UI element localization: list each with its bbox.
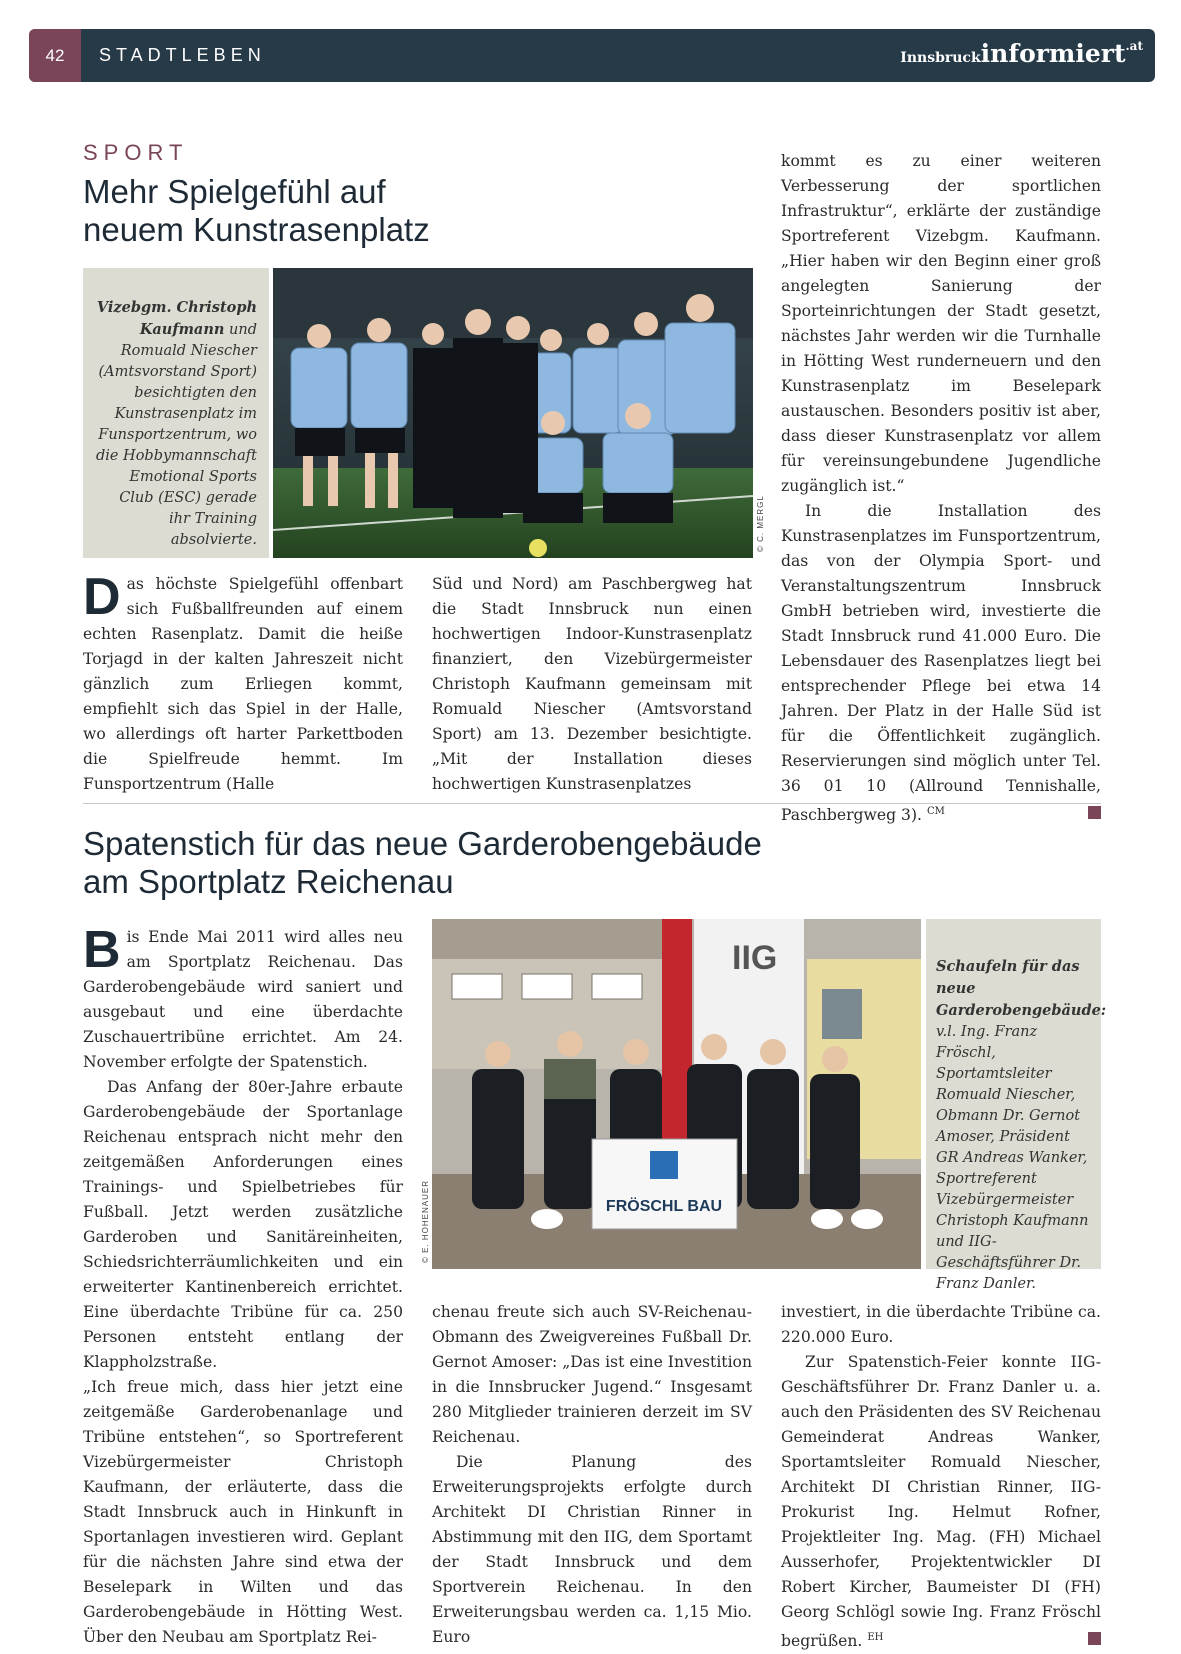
groundbreaking-photo-illustration [432,919,921,1269]
article2-col1-p2: Das Anfang der 80er-Jahre erbaute Garderobengebäude der Sportanlage Reichenau entsprach nicht mehr den zeitgemäßen Anforderungen eines Trainings- und Spielbetriebes für Fußball. Jetzt werden zusätzliche Garderoben und Sanitäreinheiten, Schiedsrichterräumlichkeiten und ein erweiterter Kantinenbereich errichtet. Eine überdachte Tribüne für ca. 250 Personen entsteht entlang der Klappholzstraße. [83,1078,403,1371]
article2-col3-p1: investiert, in die überdachte Tribüne ca. 220.000 Euro. [781,1303,1101,1346]
article2-col2-p1: chenau freute sich auch SV-Reichenau-Obmann des Zweigvereines Fußball Dr. Gernot Amoser: „Das ist eine Investition in die Innsbrucker Jugend.“ Insgesamt 280 Mitglieder trainieren derzeit im SV Reichenau. [432,1303,752,1446]
article2-column-1 [83,921,403,1650]
article-divider [83,803,1101,804]
article2-caption-text: v.l. Ing. Franz Fröschl, Sportamtsleiter Romuald Niescher, Obmann Dr. Gernot Amoser, Präsident GR Andreas Wanker, Sportreferent Vizebürgermeister Christoph Kaufmann und IIG-Geschäftsführer Dr. Franz Danler. [936,1024,1089,1292]
article1-column-1 [83,568,403,797]
article2-col1-p1: is Ende Mai 2011 wird alles neu am Sportplatz Reichenau. Das Garderobengebäude wird saniert und ausgebaut und eine überdachte Zuschauertribüne errichtet. Am 24. November erfolgte der Spatenstich. [83,928,403,1071]
article1-col3-p2: In die Installation des Kunstrasenplatzes im Funsportzentrum, das von der Olympia Sport- und Veranstaltungszentrum Innsbruck GmbH betrieben wird, investierte die Stadt Innsbruck rund 41.000 Euro. Die Lebensdauer des Rasenplatzes liegt bei entsprechender Pflege bei etwa 14 Jahren. Der Platz in der Halle Süd ist für die Öffentlichkeit zugänglich. Reservierungen sind möglich unter Tel. 36 01 10 (Allround Tennishalle, Paschbergweg 3). [781,502,1101,825]
article2-title [83,825,762,901]
article1-column-2 [432,572,752,797]
article1-kicker: SPORT [83,140,189,165]
article2-column-3 [781,1300,1101,1654]
article1-photo [273,268,753,558]
article2-title-line1: Spatenstich für das neue Garderobengebäude [83,825,762,862]
article2-signature: EH [867,1632,884,1643]
article2-caption-bold: Schaufeln für das neue Garderobengebäude: [936,958,1107,1019]
article1-title [83,173,430,249]
froeschl-sign-text: FRÖSCHL BAU [605,1198,723,1215]
article1-signature: CM [926,806,945,817]
article2-end-mark [1088,1632,1101,1645]
article2-caption [926,919,1107,1292]
article2-photo-credit: © E. HOHENAUER [421,1179,430,1263]
article2-column-2 [432,1300,752,1650]
article1-column-3 [781,149,1101,828]
article1-title-line1: Mehr Spielgefühl auf [83,173,386,210]
article1-title-line2: neuem Kunstrasenplatz [83,211,430,248]
article1-col1-text: as höchste Spielgefühl offenbart sich Fußballfreunden auf einem echten Rasenplatz. Damit die heiße Torjagd in der kalten Jahreszeit nicht gänzlich zum Erliegen kommt, empfiehlt sich das Spiel in der Halle, wo allerdings oft harter Parkettboden die Spielfreude hemmt. Im Funsportzentrum (Halle [83,575,403,793]
article1-col3-p1: kommt es zu einer weiteren Verbesserung der sportlichen Infrastruktur“, erklärte der zuständige Sportreferent Vizebgm. Kaufmann. „Hier haben wir den Beginn einer groß angelegten Sanierung der Sporteinrichtungen der Stadt gesetzt, nächstes Jahr werden wir die Turnhalle in Hötting West runderneuern und den Kunstrasenplatz im Beselepark austauschen. Besonders positiv ist aber, dass dieser Kunstrasenplatz vor allem für vereinsungebundene Jugendliche zugänglich ist.“ [781,152,1101,495]
article2-photo [432,919,921,1269]
page-header [29,29,1155,82]
article1-caption-bold: Vizebgm. Christoph Kaufmann [96,299,257,338]
brand-logo [900,39,1143,68]
article1-end-mark [1088,806,1101,819]
brand-main: informiert [980,39,1126,68]
article1-photo-credit: © C. MERGL [756,495,765,552]
team-photo-illustration [273,268,753,558]
page-number: 42 [29,29,81,82]
article1-caption-text: und Romuald Niescher (Amtsvorstand Sport) besichtigten den Kunstrasenplatz im Funsportzentrum, wo die Hobbymannschaft Emotional Sports Club (ESC) gerade ihr Training absolvierte. [95,322,257,548]
section-title: STADTLEBEN [99,45,266,65]
article2-col1-p3: „Ich freue mich, dass hier jetzt eine zeitgemäße Garderobenanlage und Tribüne entstehen“, so Sportreferent Vizebürgermeister Christoph Kaufmann, der erläuterte, dass die Stadt Innsbruck auch in Hinkunft in Sportanlagen investieren wird. Geplant für die nächsten Jahre sind etwa der Beselepark in Wilten und das Garderobengebäude in Hötting West. Über den Neubau am Sportplatz Rei- [83,1378,403,1646]
brand-prefix: Innsbruck [900,50,981,66]
article1-dropcap: D [83,568,121,626]
brand-suffix: .at [1125,39,1143,53]
banner-text: IIG [732,939,778,977]
article1-caption [83,268,269,558]
article2-dropcap: B [83,921,121,979]
article1-col2-text: Süd und Nord) am Paschbergweg hat die Stadt Innsbruck nun einen hochwertigen Indoor-Kunstrasenplatz finanziert, den Vizebürgermeister Christoph Kaufmann gemeinsam mit Romuald Niescher (Amtsvorstand Sport) am 13. Dezember besichtigte. „Mit der Installation dieses hochwertigen Kunstrasenplatzes [432,575,752,793]
article2-title-line2: am Sportplatz Reichenau [83,863,454,900]
article2-col3-p2: Zur Spatenstich-Feier konnte IIG-Geschäftsführer Dr. Franz Danler u. a. auch den Präsidenten des SV Reichenau Gemeinderat Andreas Wanker, Sportamtsleiter Romuald Niescher, Architekt DI Christian Rinner, IIG-Prokurist Ing. Helmut Rofner, Projektleiter Ing. Mag. (FH) Michael Ausserhofer, Projektentwickler DI Robert Kircher, Baumeister DI (FH) Georg Schlögl sowie Ing. Franz Fröschl begrüßen. [781,1353,1101,1651]
article2-col2-p2: Die Planung des Erweiterungsprojekts erfolgte durch Architekt DI Christian Rinner in Abstimmung mit den IIG, dem Sportamt der Stadt Innsbruck und dem Sportverein Reichenau. In den Erweiterungsbau werden ca. 1,15 Mio. Euro [432,1453,752,1646]
